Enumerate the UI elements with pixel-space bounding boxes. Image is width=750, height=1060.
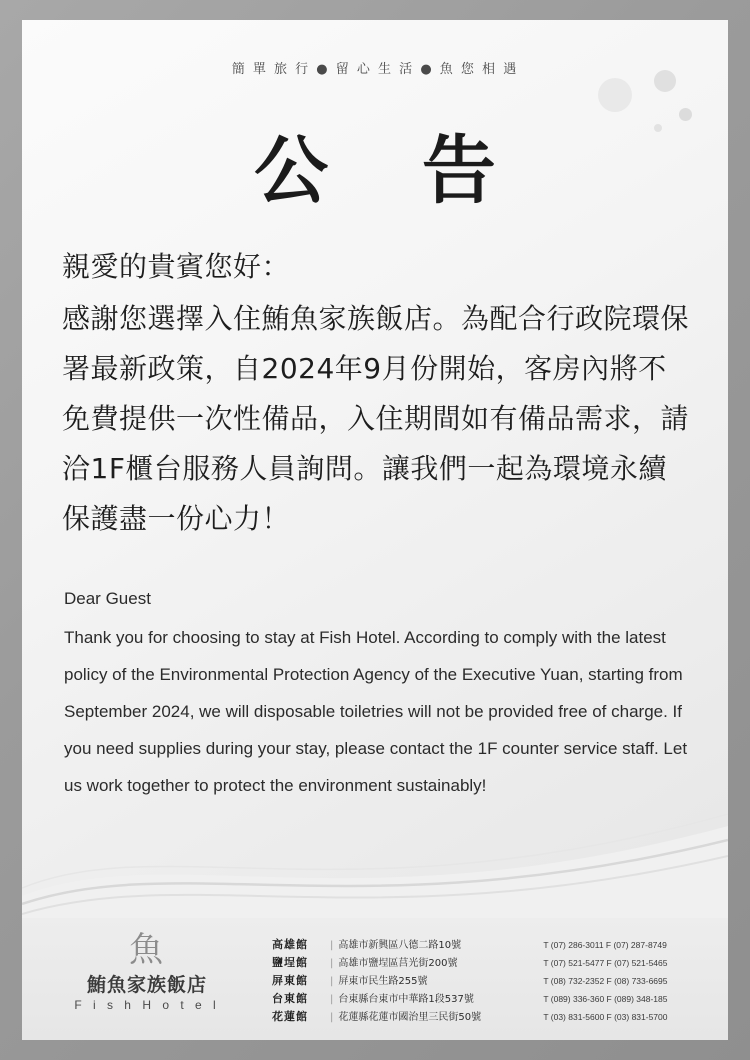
branch-address: 台東縣台東市中華路1段537號 xyxy=(338,994,474,1005)
decorative-circle-icon xyxy=(598,78,632,112)
hotel-name-zh: 鮪魚家族飯店 xyxy=(86,974,207,996)
branch-name: 高雄館 xyxy=(272,938,308,951)
branch-phone: T (03) 831-5600 F (03) 831-5700 xyxy=(543,1012,668,1022)
english-greeting: Dear Guest xyxy=(64,589,151,608)
branch-name: 屏東館 xyxy=(272,974,308,987)
branch-phone: T (07) 286-3011 F (07) 287-8749 xyxy=(543,940,667,950)
branch-name: 鹽埕館 xyxy=(272,956,308,969)
branch-separator: | xyxy=(330,994,334,1005)
branch-address: 高雄市新興區八德二路10號 xyxy=(338,940,462,951)
branch-row xyxy=(272,936,720,954)
chinese-body xyxy=(62,242,694,544)
page-title: 公 告 xyxy=(254,128,530,214)
tagline: 簡 單 旅 行 ● 留 心 生 活 ● 魚 您 相 遇 xyxy=(231,62,519,77)
hotel-name-en: F i s h H o t e l xyxy=(74,998,220,1012)
branch-row xyxy=(272,1008,720,1026)
branch-name: 花蓮館 xyxy=(272,1010,308,1023)
branch-name: 台東館 xyxy=(272,992,308,1005)
chinese-salutation: 親愛的貴賓您好： xyxy=(62,250,291,283)
branch-row xyxy=(272,990,720,1008)
branch-address: 屏東市民生路255號 xyxy=(338,976,428,987)
notice-sheet xyxy=(22,20,728,1040)
branch-separator: | xyxy=(330,940,334,951)
hotel-logo xyxy=(22,926,272,1012)
branch-separator: | xyxy=(330,1012,334,1023)
english-body xyxy=(64,580,688,804)
footer xyxy=(22,918,728,1040)
branch-phone: T (08) 732-2352 F (08) 733-6695 xyxy=(543,976,668,986)
branch-address: 花蓮縣花蓮市國治里三民街50號 xyxy=(338,1012,482,1023)
chinese-paragraph: 感謝您選擇入住鮪魚家族飯店。為配合行政院環保署最新政策，自2024年9月份開始，客房內將不免費提供一次性備品，入住期間如有備品需求，請洽1F櫃台服務人員詢問。讓我們一起為環境永續保護盡一份心力！ xyxy=(62,302,690,535)
english-paragraph: Thank you for choosing to stay at Fish Hotel. According to comply with the latest policy of the Environmental Protection Agency of the Executive Yuan, starting from September 2024, we will disposable toiletries will not be provided free of charge. If you need supplies during your stay, please contact the 1F counter service staff. Let us work together to protect the environment sustainably! xyxy=(64,628,688,795)
branch-address: 高雄市鹽埕區莒光街200號 xyxy=(338,958,458,969)
branch-separator: | xyxy=(330,958,334,969)
branch-separator: | xyxy=(330,976,334,987)
branch-phone: T (07) 521-5477 F (07) 521-5465 xyxy=(543,958,668,968)
fish-logo-icon: 魚 xyxy=(129,930,165,970)
branch-row xyxy=(272,972,720,990)
branch-list xyxy=(272,926,728,1026)
branch-phone: T (089) 336-360 F (089) 348-185 xyxy=(543,994,668,1004)
branch-row xyxy=(272,954,720,972)
